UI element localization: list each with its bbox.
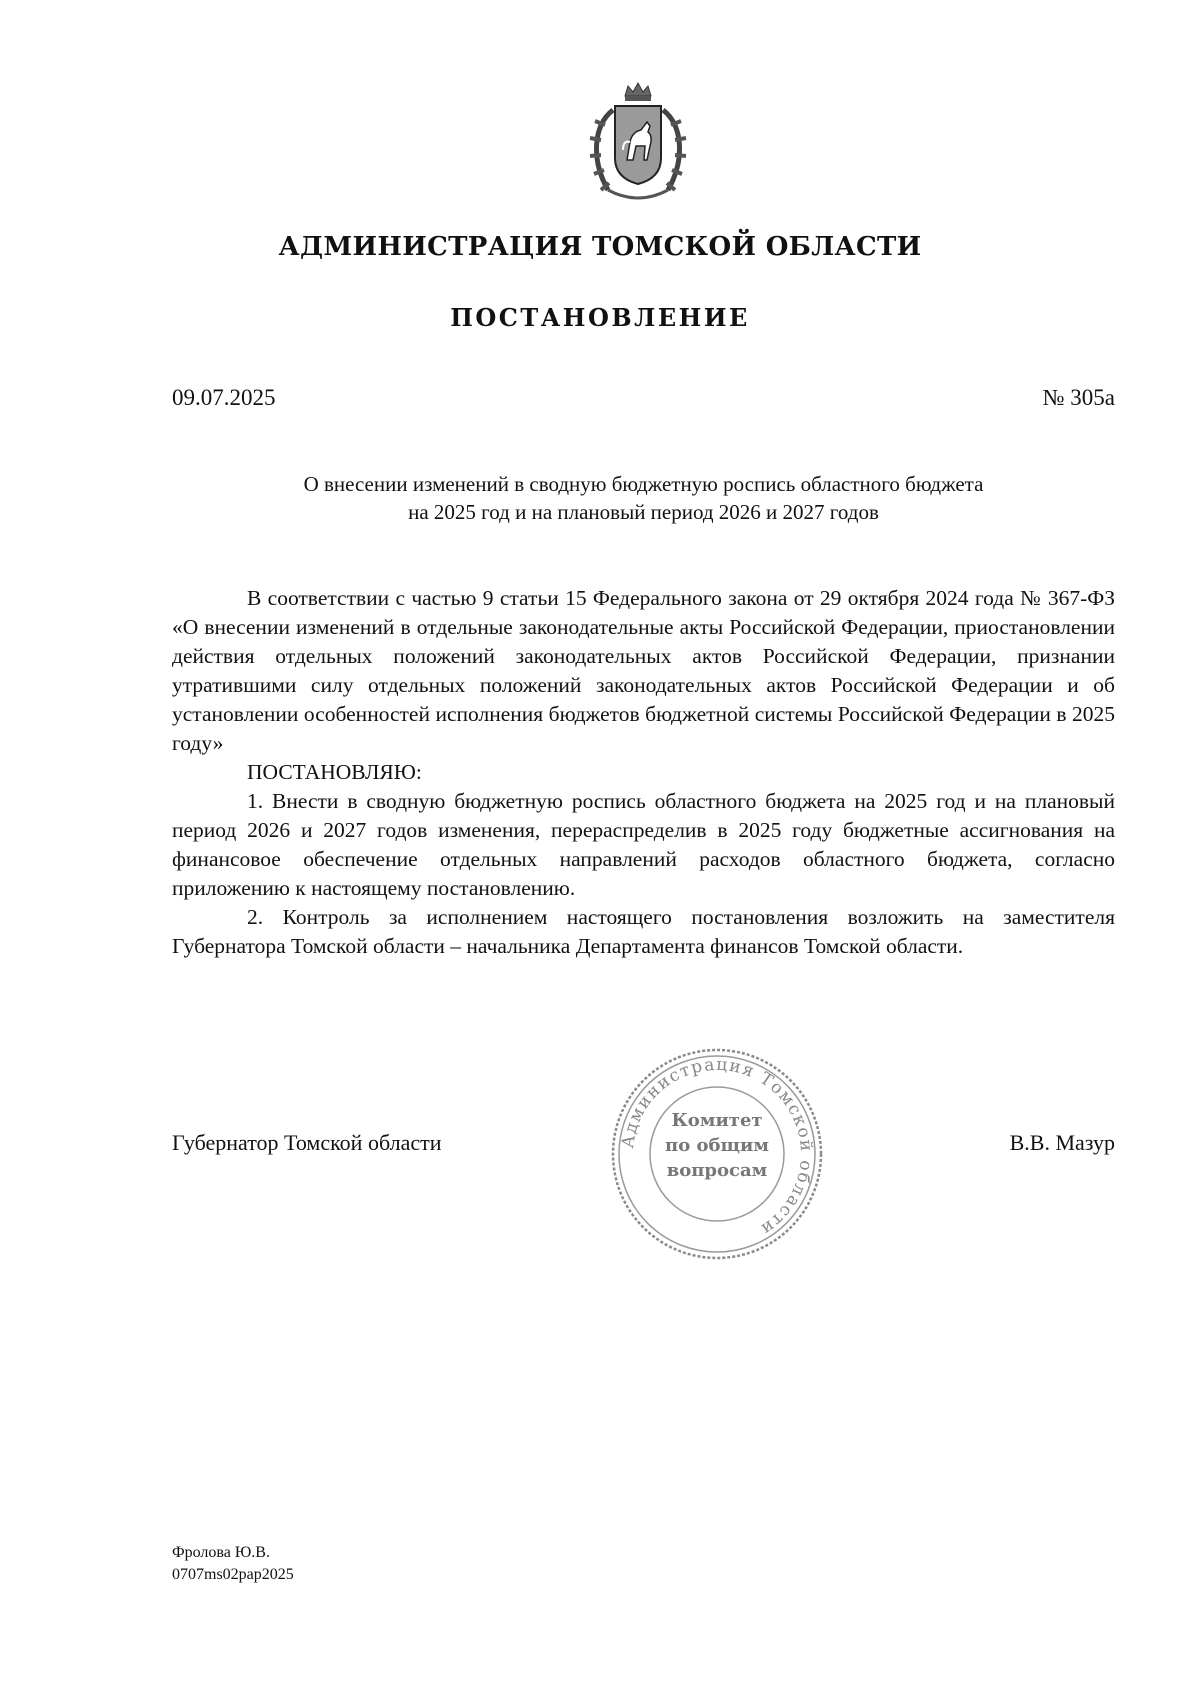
preamble-paragraph: В соответствии с частью 9 статьи 15 Федерального закона от 29 октября 2024 года № 367-ФЗ «О внесении изменений в отдельные законодательные акты Российской Федерации, приостановлении действия отдельных положений законодательных актов Российской Федерации, признании утратившими силу отдельных положений законодательных актов Российской Федерации и об установлении особенностей исполнения бюджетов бюджетной системы Российской Федерации в 2025 году» xyxy=(172,586,1115,755)
seal-line: по общим xyxy=(665,1135,769,1156)
seal-center-text xyxy=(608,1108,826,1183)
subject-line: на 2025 год и на плановый период 2026 и 2027 годов xyxy=(408,500,879,524)
seal-line: вопросам xyxy=(666,1160,768,1181)
executor-name: Фролова Ю.В. xyxy=(172,1544,270,1561)
document-type: ПОСТАНОВЛЕНИЕ xyxy=(450,303,750,332)
item-2-paragraph: 2. Контроль за исполнением настоящего постановления возложить на заместителя Губернатора Томской области – начальника Департамента финансов Томской области. xyxy=(172,905,1115,958)
document-body xyxy=(172,584,1115,961)
seal-line: Комитет xyxy=(671,1110,763,1131)
document-number: № 305а xyxy=(1042,385,1115,410)
subject-line: О внесении изменений в сводную бюджетную роспись областного бюджета xyxy=(303,472,984,496)
organization-title: АДМИНИСТРАЦИЯ ТОМСКОЙ ОБЛАСТИ xyxy=(278,232,922,262)
signatory-name: В.В. Мазур xyxy=(1009,1130,1115,1155)
resolve-heading: ПОСТАНОВЛЯЮ: xyxy=(247,760,422,784)
document-subject xyxy=(172,470,1115,526)
footer-block xyxy=(172,1542,294,1586)
item-1-paragraph: 1. Внести в сводную бюджетную роспись областного бюджета на 2025 год и на плановый период 2026 и 2027 годов изменения, перераспределив в 2025 году бюджетные ассигнования на финансовое обеспечение отдельных направлений расходов областного бюджета, согласно приложению к настоящему постановлению. xyxy=(172,789,1115,900)
coat-of-arms-icon xyxy=(583,80,693,208)
document-date: 09.07.2025 xyxy=(172,385,276,410)
document-code: 0707ms02pap2025 xyxy=(172,1566,294,1583)
seal-ring-text: Администрация Томской области xyxy=(618,1054,817,1240)
signatory-position: Губернатор Томской области xyxy=(172,1130,442,1155)
